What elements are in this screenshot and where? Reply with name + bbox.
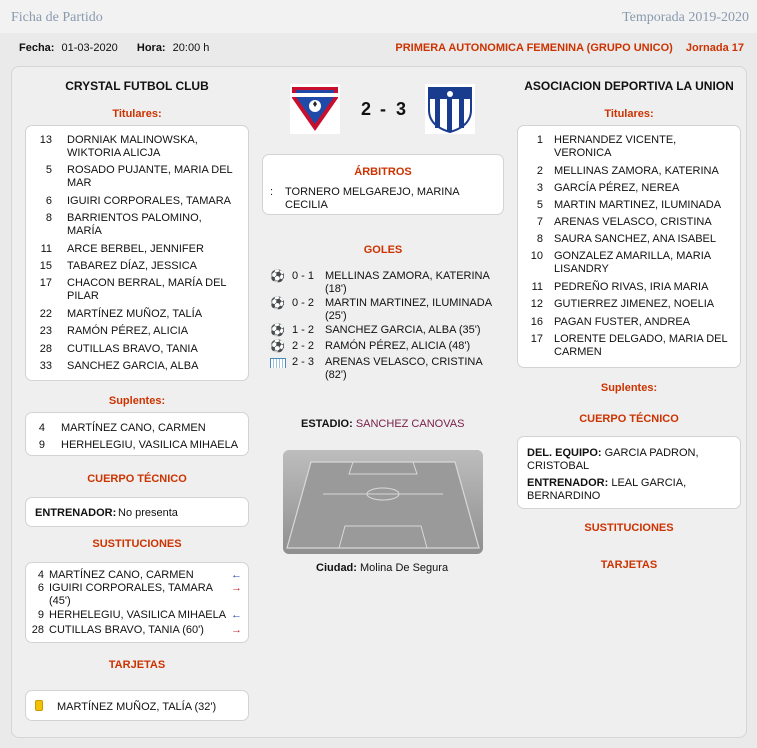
goal-score: 0 - 1 [292,270,315,282]
player-number: 11 [531,281,543,293]
player-name[interactable]: PAGAN FUSTER, ANDREA [554,316,691,328]
goal-minute: (25') [325,310,347,322]
ball-icon: ⚽ [270,339,285,353]
home-staff [25,497,249,527]
player-number: 7 [536,216,543,228]
player-name[interactable]: RAMÓN PÉREZ, ALICIA [67,325,189,337]
player-name[interactable]: MARTÍNEZ MUÑOZ, TALÍA [67,308,203,320]
stadium-label: ESTADIO: [301,418,353,430]
player-name-cont: PILAR [67,290,99,302]
home-suplentes-label: Suplentes: [108,395,166,407]
player-number: 9 [38,439,45,451]
player-name[interactable]: HERHELEGIU, VASILICA MIHAELA [49,609,227,621]
player-name[interactable]: PEDREÑO RIVAS, IRIA MARIA [554,281,709,293]
player-name-cont: VERONICA [554,147,612,159]
ball-icon: ⚽ [270,269,285,283]
player-number: 10 [530,250,543,262]
referee-name-cont: CECILIA [285,199,328,211]
competition-info [395,42,744,54]
player-name[interactable]: CUTILLAS BRAVO, TANIA (60') [49,624,204,636]
coach-label: ENTRENADOR: [35,507,117,519]
player-number: 16 [530,316,543,328]
player-number: 28 [39,343,52,355]
player-number: 22 [39,308,52,320]
player-name[interactable]: ARENAS VELASCO, CRISTINA [554,216,712,228]
coach-name: No presenta [118,507,178,519]
page-title: Ficha de Partido [11,10,103,25]
goal-net-icon [270,358,286,368]
goal-score: 0 - 2 [292,297,315,309]
away-titulares-label: Titulares: [604,108,654,120]
delegate-name: GARCIA PADRON, [604,447,699,459]
player-name[interactable]: GARCÍA PÉREZ, NEREA [554,182,680,194]
player-name[interactable]: TABAREZ DÍAZ, JESSICA [67,260,197,272]
away-coach-label: ENTRENADOR: [527,477,609,489]
away-suplentes-label: Suplentes: [600,382,658,394]
home-cards-label: TARJETAS [108,659,166,671]
yellow-card-icon [35,700,43,711]
goals-label: GOLES [363,244,403,256]
delegate-entry [527,447,699,460]
player-number: 5 [45,164,52,176]
player-name[interactable]: MARTÍNEZ CANO, CARMEN [61,422,206,434]
player-name[interactable]: SAURA SANCHEZ, ANA ISABEL [554,233,717,245]
home-substitutes [25,412,249,456]
score-separator: - [380,99,386,119]
away-staff [517,436,741,509]
pitch-icon [283,450,483,554]
player-number: 8 [536,233,543,245]
home-staff-label: CUERPO TÉCNICO [87,473,187,485]
player-number: 12 [530,298,543,310]
ball-icon: ⚽ [270,296,285,310]
player-number: 3 [536,182,543,194]
player-number: 13 [39,134,52,146]
player-name[interactable]: BARRIENTOS PALOMINO, [67,212,202,224]
time-label: Hora: [136,42,166,54]
page-header [0,0,757,33]
player-name-cont: MARÍA [67,225,102,237]
player-name-cont: CARMEN [554,346,602,358]
score-home: 2 [361,99,372,119]
player-number: 4 [38,422,45,434]
home-subs-label: SUSTITUCIONES [92,538,182,550]
player-number: 5 [536,199,543,211]
home-cards [25,690,249,721]
away-subs-label: SUSTITUCIONES [584,522,674,534]
stadium-image [283,450,483,554]
player-name[interactable]: MELLINAS ZAMORA, KATERINA [554,165,719,177]
player-number: 33 [39,360,52,372]
away-staff-label: CUERPO TÉCNICO [579,413,679,425]
referee-name: TORNERO MELGAREJO, MARINA [285,186,460,198]
goal-scorer[interactable]: SANCHEZ GARCIA, ALBA (35') [325,324,481,336]
player-name-cont: (45') [49,595,71,607]
goals-list [270,270,510,390]
player-name[interactable]: IGUIRI CORPORALES, TAMARA [49,582,214,594]
away-coach-entry [527,477,686,490]
player-number: 1 [536,134,543,146]
goal-score: 2 - 3 [292,356,315,368]
goal-minute: (82') [325,369,347,381]
away-team-name[interactable]: ASOCIACION DEPORTIVA LA UNION [524,79,734,93]
delegate-name-cont: CRISTOBAL [527,460,590,472]
card-player: MARTÍNEZ MUÑOZ, TALÍA (32') [57,701,217,713]
arrow-right-icon: → [231,624,242,636]
goal-score: 2 - 2 [292,340,315,352]
away-cards-label: TARJETAS [600,559,658,571]
player-name[interactable]: CHACON BERRAL, MARÍA DEL [67,277,227,289]
player-name[interactable]: LORENTE DELGADO, MARIA DEL [554,333,728,345]
player-name[interactable]: IGUIRI CORPORALES, TAMARA [67,195,232,207]
player-name[interactable]: CUTILLAS BRAVO, TANIA [67,343,198,355]
home-titulares-label: Titulares: [112,108,162,120]
city-label: Ciudad: [316,562,357,574]
jornada: Jornada 17 [685,42,744,54]
match-meta [19,42,209,54]
city-info [316,562,448,574]
player-number: 15 [39,260,52,272]
player-name[interactable]: DORNIAK MALINOWSKA, [67,134,198,146]
arrow-left-icon: ← [231,569,242,581]
home-crest-icon[interactable] [290,84,340,134]
stadium-name[interactable]: SANCHEZ CANOVAS [355,418,465,430]
player-name[interactable]: HERHELEGIU, VASILICA MIHAELA [61,439,239,451]
goal-scorer[interactable]: MELLINAS ZAMORA, KATERINA [325,270,490,282]
away-lineup [517,125,741,368]
goal-scorer[interactable]: ARENAS VELASCO, CRISTINA [325,356,483,368]
time-value: 20:00 h [172,42,210,54]
goal-score: 1 - 2 [292,324,315,336]
date-label: Fecha: [19,42,55,54]
player-number: 28 [31,624,44,636]
goal-scorer[interactable]: RAMÓN PÉREZ, ALICIA (48') [325,340,471,352]
away-coach-name-cont: BERNARDINO [527,490,601,502]
goal-scorer[interactable]: MARTIN MARTINEZ, ILUMINADA [325,297,493,309]
player-name-cont: WIKTORIA ALICJA [67,147,161,159]
city-name: Molina De Segura [360,562,449,574]
score-away: 3 [396,99,407,119]
player-name[interactable]: SANCHEZ GARCIA, ALBA [67,360,199,372]
player-number: 6 [37,582,44,594]
player-number: 4 [37,569,44,581]
player-number: 6 [45,195,52,207]
player-number: 11 [40,243,52,255]
away-crest-icon[interactable] [425,84,475,134]
player-number: 17 [530,333,543,345]
competition-name[interactable]: PRIMERA AUTONOMICA FEMENINA (GRUPO UNICO) [395,42,673,54]
player-name[interactable]: GUTIERREZ JIMENEZ, NOELIA [554,298,715,310]
home-team-name[interactable]: CRYSTAL FUTBOL CLUB [65,79,209,93]
away-coach-name: LEAL GARCIA, [611,477,687,489]
player-number: 8 [45,212,52,224]
player-name[interactable]: MARTIN MARTINEZ, ILUMINADA [554,199,722,211]
season-label: Temporada 2019-2020 [622,10,749,25]
home-substitutions [25,562,249,643]
goal-minute: (18') [325,283,347,295]
player-number: 23 [39,325,52,337]
referees-label: ÁRBITROS [354,166,412,178]
ball-icon: ⚽ [270,323,285,337]
arrow-right-icon: → [231,582,242,594]
delegate-label: DEL. EQUIPO: [527,447,602,459]
home-lineup [25,125,249,381]
player-name[interactable]: GONZALEZ AMARILLA, MARIA [554,250,712,262]
player-number: 2 [536,165,543,177]
referee-prefix: : [270,186,274,198]
referees-box [262,154,504,215]
player-name-cont: MAR [67,177,92,189]
player-name[interactable]: HERNANDEZ VICENTE, [554,134,677,146]
stadium-info [301,418,464,430]
player-number: 17 [39,277,52,289]
player-name[interactable]: MARTÍNEZ CANO, CARMEN [49,569,194,581]
player-number: 9 [37,609,44,621]
player-name[interactable]: ARCE BERBEL, JENNIFER [67,243,204,255]
date-value: 01-03-2020 [61,42,118,54]
player-name-cont: LISANDRY [554,263,609,275]
arrow-left-icon: ← [231,609,242,621]
player-name[interactable]: ROSADO PUJANTE, MARIA DEL [67,164,233,176]
